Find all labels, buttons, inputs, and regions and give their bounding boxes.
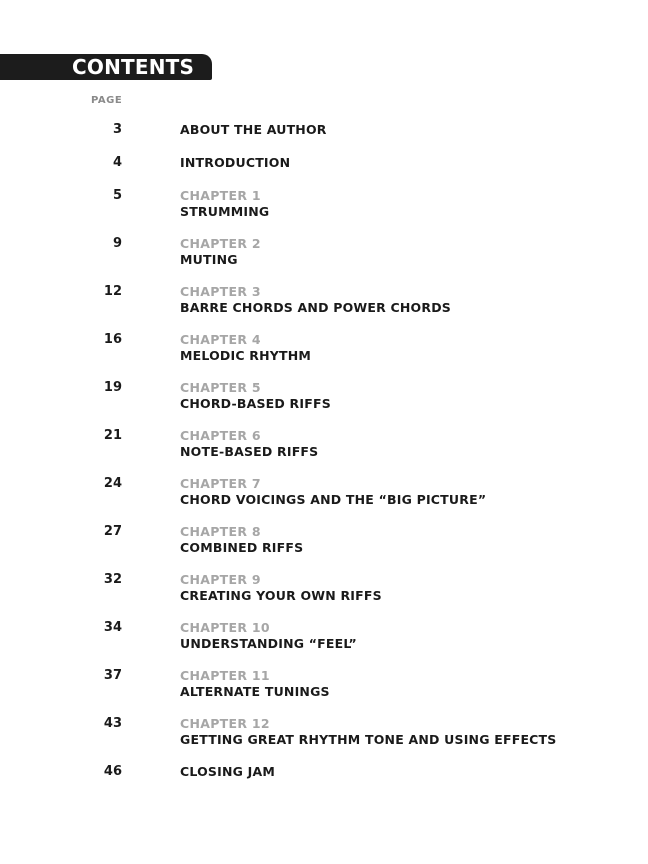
toc-chapter-label: CHAPTER 2 — [180, 236, 261, 251]
toc-title: ALTERNATE TUNINGS — [180, 684, 330, 699]
toc-page-number: 46 — [103, 764, 122, 779]
toc-page-number: 12 — [103, 284, 122, 299]
toc-title: CHORD VOICINGS AND THE “BIG PICTURE” — [180, 492, 487, 507]
toc-page-number: 4 — [112, 155, 122, 170]
toc-page-number: 3 — [112, 122, 122, 137]
toc-page-number: 21 — [103, 428, 122, 443]
toc-chapter-label: CHAPTER 6 — [180, 428, 261, 443]
toc-chapter-label: CHAPTER 5 — [180, 380, 261, 395]
toc-chapter-label: CHAPTER 4 — [180, 332, 261, 347]
toc-page-number: 37 — [103, 668, 122, 683]
toc-title: INTRODUCTION — [180, 155, 291, 170]
toc-chapter-label: CHAPTER 12 — [180, 716, 270, 731]
page-column-label: PAGE — [91, 95, 123, 106]
toc-chapter-label: CHAPTER 7 — [180, 476, 261, 491]
toc-page-number: 5 — [112, 188, 122, 203]
toc-title: ABOUT THE AUTHOR — [180, 122, 327, 137]
toc-title: CREATING YOUR OWN RIFFS — [180, 588, 382, 603]
toc-title: BARRE CHORDS AND POWER CHORDS — [180, 300, 451, 315]
toc-title: UNDERSTANDING “FEEL” — [180, 636, 357, 651]
toc-page-number: 32 — [103, 572, 122, 587]
toc-title: CLOSING JAM — [180, 764, 276, 779]
toc-title: NOTE-BASED RIFFS — [180, 444, 319, 459]
toc-chapter-label: CHAPTER 10 — [180, 620, 270, 635]
toc-title: GETTING GREAT RHYTHM TONE AND USING EFFECTS — [180, 732, 557, 747]
toc-title: COMBINED RIFFS — [180, 540, 304, 555]
toc-chapter-label: CHAPTER 3 — [180, 284, 261, 299]
page-title: CONTENTS — [72, 55, 195, 79]
toc-title: STRUMMING — [180, 204, 270, 219]
toc-chapter-label: CHAPTER 11 — [180, 668, 270, 683]
toc-page-number: 43 — [103, 716, 122, 731]
toc-page-number: 19 — [103, 380, 122, 395]
toc-chapter-label: CHAPTER 9 — [180, 572, 261, 587]
toc-title: MELODIC RHYTHM — [180, 348, 312, 363]
toc-page-number: 9 — [112, 236, 122, 251]
toc-title: CHORD-BASED RIFFS — [180, 396, 331, 411]
toc-page-number: 24 — [103, 476, 122, 491]
toc-page-number: 34 — [103, 620, 122, 635]
toc-chapter-label: CHAPTER 8 — [180, 524, 261, 539]
toc-title: MUTING — [180, 252, 238, 267]
toc-page-number: 27 — [103, 524, 122, 539]
toc-chapter-label: CHAPTER 1 — [180, 188, 261, 203]
toc-page-number: 16 — [103, 332, 122, 347]
